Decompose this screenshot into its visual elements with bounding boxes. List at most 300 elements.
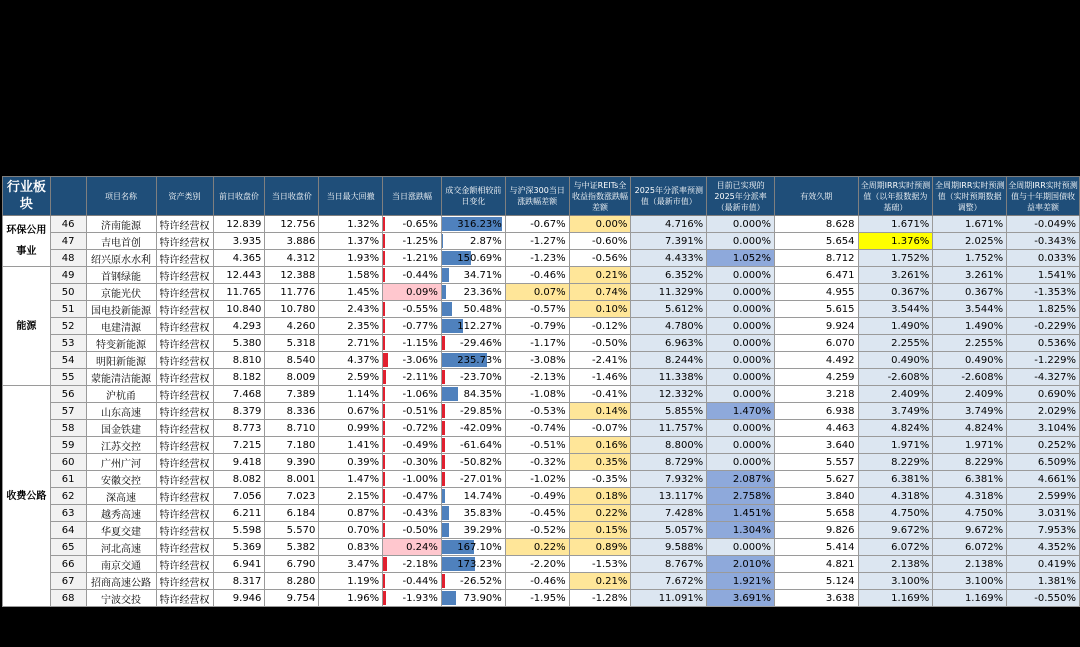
value-cell (319, 250, 383, 267)
value-cell (858, 352, 933, 369)
asset-type (156, 539, 213, 556)
project-name (86, 267, 156, 284)
value-cell (505, 437, 569, 454)
value-cell (319, 386, 383, 403)
cell-text: 0.07% (533, 286, 566, 298)
cell-text: 0.83% (347, 541, 380, 553)
cell-text: 0.367% (891, 286, 930, 298)
cell-text: 0.000% (732, 235, 771, 247)
project-name (86, 420, 156, 437)
value-cell (1007, 318, 1080, 335)
volume-change-bar (442, 506, 449, 520)
value-cell (265, 505, 319, 522)
cell-text: 68 (61, 592, 75, 604)
value-cell (265, 369, 319, 386)
cell-text: 3.100% (891, 575, 930, 587)
cell-text: 8.182 (232, 371, 262, 383)
project-name (86, 556, 156, 573)
cell-text: 绍兴原水水利 (91, 254, 152, 266)
cell-text: 1.304% (732, 524, 771, 536)
value-cell (707, 335, 775, 352)
value-cell (1007, 369, 1080, 386)
cell-text: 39.29% (463, 524, 502, 536)
cell-text: 7.428% (665, 507, 704, 519)
table-row (3, 590, 1080, 607)
value-cell (213, 488, 265, 505)
cell-text: -0.60% (592, 235, 628, 247)
cell-text: -29.46% (460, 337, 502, 349)
value-cell (319, 233, 383, 250)
cell-text: 8.729% (665, 456, 704, 468)
value-cell (319, 352, 383, 369)
value-cell (858, 386, 933, 403)
row-index (50, 318, 86, 335)
value-cell (631, 216, 707, 233)
cell-text: -1.23% (530, 252, 566, 264)
cell-text: 0.033% (1037, 252, 1076, 264)
cell-text: 2.71% (347, 337, 380, 349)
cell-text: 50.48% (463, 303, 502, 315)
value-cell (505, 301, 569, 318)
cell-text: 7.023 (286, 490, 316, 502)
cell-text: 57 (61, 405, 75, 417)
value-cell (1007, 505, 1080, 522)
cell-text: 7.056 (232, 490, 262, 502)
value-cell (569, 573, 631, 590)
value-cell (505, 454, 569, 471)
cell-text: -2.13% (530, 371, 566, 383)
value-cell (631, 267, 707, 284)
change-bar-negative (383, 455, 385, 469)
cell-text: 1.47% (347, 473, 380, 485)
header-row (3, 177, 1080, 216)
value-cell (265, 352, 319, 369)
project-name (86, 590, 156, 607)
cell-text: 0.16% (595, 439, 628, 451)
value-cell (1007, 403, 1080, 420)
value-cell (569, 420, 631, 437)
cell-text: 173.23% (457, 558, 502, 570)
column-header: 项目名称 (86, 177, 156, 216)
cell-text: 特许经营权 (159, 526, 210, 538)
value-cell (441, 522, 505, 539)
cell-text: -1.53% (592, 558, 628, 570)
value-cell (505, 267, 569, 284)
cell-text: 2.087% (732, 473, 771, 485)
value-cell (265, 301, 319, 318)
cell-text: 3.261% (964, 269, 1004, 281)
row-index (50, 573, 86, 590)
row-index (50, 386, 86, 403)
cell-text: 11.338% (658, 371, 704, 383)
value-cell (213, 216, 265, 233)
cell-text: 蒙能清洁能源 (91, 373, 152, 385)
asset-type (156, 284, 213, 301)
value-cell (505, 369, 569, 386)
value-cell (265, 556, 319, 573)
volume-change-bar-negative (442, 421, 445, 435)
cell-text: 49 (61, 269, 75, 281)
value-cell (1007, 301, 1080, 318)
cell-text: 4.318% (964, 490, 1004, 502)
asset-type (156, 250, 213, 267)
value-cell (631, 505, 707, 522)
value-cell (933, 284, 1007, 301)
cell-text: -0.30% (402, 456, 438, 468)
row-index (50, 301, 86, 318)
value-cell (707, 369, 775, 386)
cell-text: 特许经营权 (159, 475, 210, 487)
value-cell (1007, 216, 1080, 233)
cell-text: 越秀高速 (101, 509, 142, 521)
value-cell (319, 301, 383, 318)
change-bar-negative (383, 319, 385, 333)
value-cell (383, 386, 442, 403)
cell-text: 宁波交投 (101, 594, 142, 606)
cell-text: 67 (61, 575, 75, 587)
value-cell (1007, 250, 1080, 267)
value-cell (1007, 454, 1080, 471)
value-cell (505, 284, 569, 301)
cell-text: 8.229% (891, 456, 930, 468)
table-row (3, 267, 1080, 284)
value-cell (383, 488, 442, 505)
value-cell (933, 335, 1007, 352)
value-cell (774, 216, 858, 233)
column-header: 与沪深300当日涨跌幅差额 (505, 177, 569, 216)
change-bar-negative (383, 217, 385, 231)
row-index (50, 488, 86, 505)
volume-change-bar (442, 387, 458, 401)
value-cell (441, 420, 505, 437)
cell-text: 5.557 (825, 456, 855, 468)
cell-text: 3.886 (286, 235, 316, 247)
value-cell (441, 539, 505, 556)
cell-text: -0.550% (1034, 592, 1076, 604)
cell-text: 特许经营权 (159, 288, 210, 300)
value-cell (383, 454, 442, 471)
cell-text: -2.20% (530, 558, 566, 570)
value-cell (319, 267, 383, 284)
cell-text: 12.839 (226, 218, 262, 230)
change-bar-negative (383, 370, 386, 384)
value-cell (707, 301, 775, 318)
cell-text: 0.09% (406, 286, 438, 298)
value-cell (631, 335, 707, 352)
value-cell (1007, 335, 1080, 352)
cell-text: 6.509% (1037, 456, 1076, 468)
cell-text: 1.96% (347, 592, 380, 604)
cell-text: 47 (61, 235, 75, 247)
cell-text: 特许经营权 (159, 373, 210, 385)
value-cell (383, 301, 442, 318)
cell-text: 0.00% (595, 218, 628, 230)
cell-text: 4.433% (665, 252, 704, 264)
value-cell (213, 522, 265, 539)
cell-text: 1.541% (1037, 269, 1076, 281)
value-cell (505, 556, 569, 573)
cell-text: 0.70% (347, 524, 380, 536)
cell-text: 9.754 (286, 592, 316, 604)
cell-text: 1.93% (347, 252, 380, 264)
value-cell (441, 454, 505, 471)
cell-text: -0.74% (530, 422, 566, 434)
cell-text: 1.490% (964, 320, 1004, 332)
value-cell (933, 250, 1007, 267)
value-cell (858, 420, 933, 437)
value-cell (319, 284, 383, 301)
cell-text: 6.790 (286, 558, 316, 570)
value-cell (707, 573, 775, 590)
value-cell (265, 216, 319, 233)
row-index (50, 267, 86, 284)
value-cell (858, 556, 933, 573)
volume-change-bar-negative (442, 472, 445, 486)
cell-text: 4.260 (286, 320, 316, 332)
cell-text: 2.010% (732, 558, 771, 570)
cell-text: 2.138% (891, 558, 930, 570)
row-index (50, 335, 86, 352)
cell-text: 0.21% (595, 575, 628, 587)
cell-text: 7.672% (665, 575, 704, 587)
cell-text: 特许经营权 (159, 594, 210, 606)
value-cell (1007, 437, 1080, 454)
value-cell (569, 590, 631, 607)
cell-text: 1.451% (732, 507, 771, 519)
cell-text: 5.654 (825, 235, 855, 247)
cell-text: 2.59% (347, 371, 380, 383)
cell-text: 4.824% (964, 422, 1004, 434)
value-cell (1007, 590, 1080, 607)
value-cell (933, 539, 1007, 556)
value-cell (707, 454, 775, 471)
asset-type (156, 267, 213, 284)
table-row (3, 318, 1080, 335)
value-cell (213, 420, 265, 437)
value-cell (933, 233, 1007, 250)
value-cell (1007, 488, 1080, 505)
asset-type (156, 216, 213, 233)
cell-text: 5.612% (665, 303, 704, 315)
value-cell (265, 250, 319, 267)
row-index (50, 505, 86, 522)
change-bar-negative (383, 557, 387, 571)
cell-text: -1.08% (530, 388, 566, 400)
value-cell (707, 437, 775, 454)
asset-type (156, 403, 213, 420)
cell-text: 特许经营权 (159, 322, 210, 334)
row-index (50, 352, 86, 369)
value-cell (933, 556, 1007, 573)
cell-text: 1.41% (347, 439, 380, 451)
asset-type (156, 454, 213, 471)
value-cell (319, 556, 383, 573)
cell-text: 特许经营权 (159, 271, 210, 283)
cell-text: -4.327% (1034, 371, 1076, 383)
value-cell (569, 437, 631, 454)
cell-text: 1.971% (964, 439, 1004, 451)
value-cell (774, 471, 858, 488)
cell-text: 8.767% (665, 558, 704, 570)
value-cell (265, 335, 319, 352)
cell-text: -2.608% (887, 371, 930, 383)
value-cell (319, 216, 383, 233)
cell-text: 0.690% (1037, 388, 1076, 400)
cell-text: 特许经营权 (159, 543, 210, 555)
value-cell (319, 454, 383, 471)
cell-text: 9.588% (665, 541, 704, 553)
value-cell (631, 250, 707, 267)
cell-text: 4.318% (891, 490, 930, 502)
value-cell (774, 301, 858, 318)
value-cell (505, 386, 569, 403)
value-cell (774, 318, 858, 335)
row-index (50, 403, 86, 420)
value-cell (265, 284, 319, 301)
cell-text: 4.492 (825, 354, 855, 366)
value-cell (441, 505, 505, 522)
cell-text: 8.773 (232, 422, 262, 434)
value-cell (265, 437, 319, 454)
cell-text: 4.824% (891, 422, 930, 434)
value-cell (1007, 522, 1080, 539)
cell-text: -1.28% (592, 592, 628, 604)
value-cell (1007, 420, 1080, 437)
row-index (50, 454, 86, 471)
value-cell (505, 216, 569, 233)
cell-text: -50.82% (460, 456, 502, 468)
value-cell (774, 505, 858, 522)
value-cell (858, 539, 933, 556)
value-cell (569, 522, 631, 539)
volume-change-bar-negative (442, 370, 445, 384)
volume-change-bar-negative (442, 574, 445, 588)
cell-text: 0.000% (732, 218, 771, 230)
cell-text: 1.052% (732, 252, 771, 264)
cell-text: 11.776 (280, 286, 316, 298)
cell-text: 84.35% (463, 388, 502, 400)
cell-text: 1.671% (964, 218, 1004, 230)
value-cell (505, 539, 569, 556)
value-cell (213, 556, 265, 573)
column-header (50, 177, 86, 216)
value-cell (213, 471, 265, 488)
asset-type (156, 471, 213, 488)
value-cell (774, 539, 858, 556)
cell-text: 0.419% (1037, 558, 1076, 570)
asset-type (156, 573, 213, 590)
asset-type (156, 505, 213, 522)
value-cell (631, 556, 707, 573)
value-cell (383, 471, 442, 488)
cell-text: 5.598 (232, 524, 262, 536)
cell-text: 58 (61, 422, 75, 434)
cell-text: 沪杭甬 (106, 390, 137, 402)
value-cell (383, 505, 442, 522)
cell-text: 9.924 (825, 320, 855, 332)
cell-text: 1.376% (891, 235, 930, 247)
cell-text: 0.67% (347, 405, 380, 417)
value-cell (441, 590, 505, 607)
value-cell (631, 233, 707, 250)
cell-text: -0.50% (402, 524, 438, 536)
cell-text: -0.55% (402, 303, 438, 315)
value-cell (774, 573, 858, 590)
change-bar-negative (383, 489, 385, 503)
value-cell (383, 420, 442, 437)
table-row (3, 386, 1080, 403)
cell-text: 11.091% (658, 592, 704, 604)
cell-text: 4.750% (891, 507, 930, 519)
table-row (3, 420, 1080, 437)
cell-text: 8.082 (232, 473, 262, 485)
sector-label: 环保公用事业 (3, 216, 51, 267)
cell-text: 1.752% (964, 252, 1004, 264)
cell-text: 招商高速公路 (91, 577, 152, 589)
row-index (50, 369, 86, 386)
change-bar-negative (383, 591, 386, 605)
cell-text: 11.329% (658, 286, 704, 298)
value-cell (631, 539, 707, 556)
project-name (86, 233, 156, 250)
table-row (3, 369, 1080, 386)
cell-text: 0.000% (732, 354, 771, 366)
value-cell (319, 488, 383, 505)
cell-text: 59 (61, 439, 75, 451)
cell-text: 1.921% (732, 575, 771, 587)
value-cell (383, 369, 442, 386)
value-cell (707, 471, 775, 488)
cell-text: 64 (61, 524, 75, 536)
cell-text: -0.72% (402, 422, 438, 434)
asset-type (156, 335, 213, 352)
value-cell (707, 539, 775, 556)
cell-text: 1.825% (1037, 303, 1076, 315)
cell-text: 3.100% (964, 575, 1004, 587)
cell-text: -1.353% (1034, 286, 1076, 298)
value-cell (631, 437, 707, 454)
cell-text: -0.45% (530, 507, 566, 519)
value-cell (441, 318, 505, 335)
project-name (86, 216, 156, 233)
value-cell (319, 420, 383, 437)
cell-text: 6.963% (665, 337, 704, 349)
change-bar-negative (383, 251, 385, 265)
value-cell (265, 403, 319, 420)
cell-text: 54 (61, 354, 75, 366)
value-cell (441, 386, 505, 403)
value-cell (265, 420, 319, 437)
cell-text: 特许经营权 (159, 339, 210, 351)
value-cell (774, 352, 858, 369)
sector-label: 能源 (3, 267, 51, 386)
value-cell (441, 284, 505, 301)
value-cell (774, 386, 858, 403)
value-cell (265, 522, 319, 539)
cell-text: 1.470% (732, 405, 771, 417)
value-cell (933, 420, 1007, 437)
value-cell (213, 318, 265, 335)
change-bar-negative (383, 234, 385, 248)
value-cell (1007, 386, 1080, 403)
value-cell (707, 233, 775, 250)
value-cell (774, 250, 858, 267)
value-cell (1007, 471, 1080, 488)
value-cell (707, 488, 775, 505)
value-cell (858, 250, 933, 267)
value-cell (213, 437, 265, 454)
cell-text: 34.71% (463, 269, 502, 281)
